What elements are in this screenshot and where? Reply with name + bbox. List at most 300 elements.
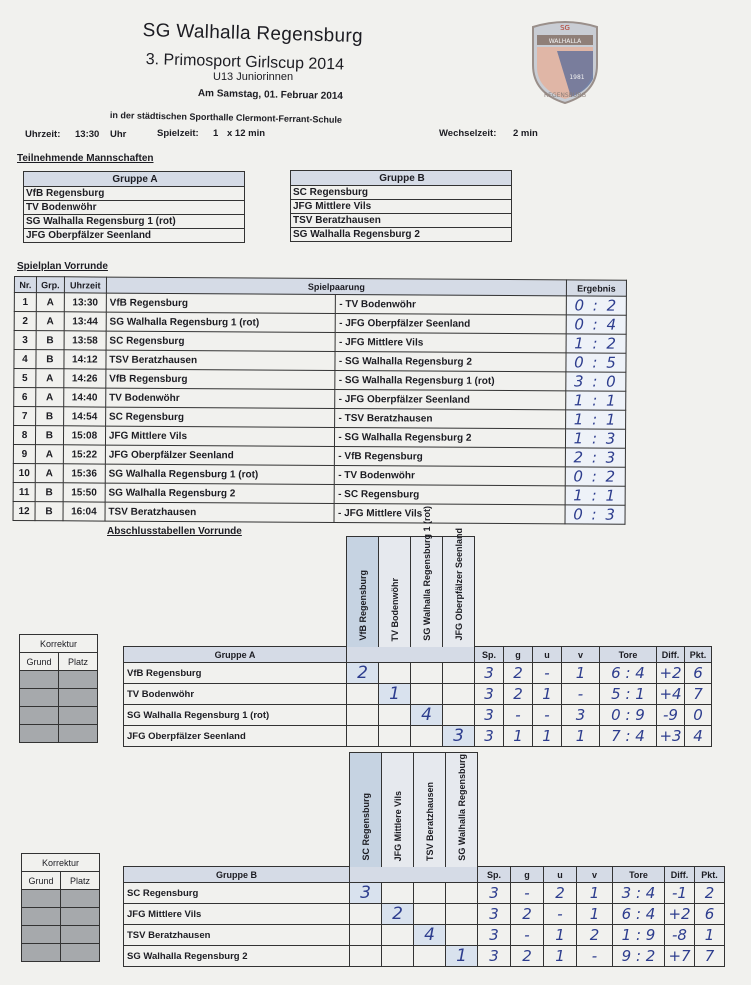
- match-nr: 10: [13, 463, 35, 482]
- group-b-standings: [123, 866, 725, 967]
- stat-tore-value: 3 : 4: [621, 884, 656, 902]
- stat-g-value: -: [524, 926, 530, 944]
- match-row: [13, 501, 625, 524]
- stat-pkt-value: 2: [704, 884, 715, 902]
- teams-heading: Teilnehmende Mannschaften: [17, 153, 154, 164]
- hdr-sp: Sp.: [475, 647, 504, 663]
- group-b-team: JFG Mittlere Vils: [291, 200, 512, 214]
- korrektur-cell[interactable]: [59, 671, 98, 689]
- matrix-cell: [443, 705, 475, 726]
- stat-sp-value: 3: [484, 727, 494, 745]
- stat-sp: [478, 946, 511, 967]
- match-nr: 7: [14, 407, 36, 426]
- match-group: A: [36, 312, 64, 331]
- match-home: VfB Regensburg: [106, 369, 336, 389]
- stat-g: [511, 904, 544, 925]
- match-away: - SG Walhalla Regensburg 2: [335, 427, 566, 447]
- stat-diff: [657, 705, 685, 726]
- tournament-title: 3. Primosport Girlscup 2014: [145, 51, 345, 74]
- time-value: 13:30: [75, 129, 100, 140]
- matrix-cell: [382, 946, 414, 967]
- stat-u-value: 1: [542, 727, 552, 745]
- stat-u: [544, 925, 577, 946]
- standing-row: [124, 705, 712, 726]
- stat-v: [577, 883, 613, 904]
- standing-team: SC Regensburg: [124, 883, 350, 904]
- stat-tore-value: 7 : 4: [611, 727, 645, 745]
- match-group: A: [35, 445, 63, 464]
- match-group: A: [36, 293, 64, 312]
- hdr-pkt: Pkt.: [685, 647, 712, 663]
- match-time: 13:44: [64, 312, 106, 331]
- stat-v: [577, 946, 613, 967]
- matrix-cell: [347, 705, 379, 726]
- korrektur-cell[interactable]: [61, 926, 100, 944]
- matrix-cell: [411, 726, 443, 747]
- stat-v-value: -: [591, 947, 598, 965]
- stat-tore-value: 1 : 9: [621, 926, 656, 944]
- stat-tore: [613, 946, 665, 967]
- match-result-cell: [565, 448, 625, 467]
- group-a-standings: [123, 646, 712, 747]
- match-result-cell: [566, 315, 626, 334]
- korrektur-cell[interactable]: [22, 890, 61, 908]
- match-away: - VfB Regensburg: [335, 446, 566, 466]
- match-result: 1 : 1: [573, 486, 618, 505]
- group-a-korrektur: [19, 634, 98, 743]
- match-nr: 6: [14, 388, 36, 407]
- match-time: 14:40: [64, 388, 106, 407]
- stat-diff: [657, 684, 685, 705]
- match-time: 15:22: [63, 445, 105, 464]
- stat-v-value: 1: [575, 727, 586, 745]
- rank-value: 4: [421, 705, 432, 725]
- rank-value: 3: [453, 726, 464, 746]
- korrektur-cell[interactable]: [22, 944, 61, 962]
- stat-tore-value: 0 : 9: [611, 706, 645, 724]
- matrix-cell: [347, 684, 379, 705]
- stat-sp-value: 3: [489, 884, 499, 902]
- stat-v: [562, 705, 600, 726]
- match-result-cell: [565, 467, 625, 486]
- stat-tore: [600, 726, 657, 747]
- matrix-cell: [446, 883, 478, 904]
- group-a-team: TV Bodenwöhr: [24, 201, 245, 215]
- stat-v-value: 1: [589, 905, 600, 923]
- hdr-v: v: [577, 867, 613, 883]
- matrix-cell: [446, 925, 478, 946]
- group-a-colhead: JFG Oberpfälzer Seenland: [442, 536, 475, 648]
- korrektur-cell[interactable]: [22, 908, 61, 926]
- match-group: B: [36, 331, 64, 350]
- stat-diff-value: -9: [663, 706, 678, 724]
- stat-v: [562, 684, 600, 705]
- match-home: JFG Mittlere Vils: [105, 426, 335, 446]
- match-home: SG Walhalla Regensburg 2: [105, 483, 335, 503]
- korrektur-cell[interactable]: [61, 908, 100, 926]
- match-home: VfB Regensburg: [106, 293, 336, 313]
- group-b-list: [290, 170, 512, 242]
- matrix-cell: [443, 663, 475, 684]
- rank-cell: [382, 904, 414, 925]
- korrektur-cell[interactable]: [59, 725, 98, 743]
- korrektur-cell[interactable]: [20, 725, 59, 743]
- match-home: SC Regensburg: [105, 407, 335, 427]
- switch-value: 2 min: [513, 128, 538, 139]
- group-b-colhead: SC Regensburg: [349, 752, 382, 868]
- rank-cell: [350, 883, 382, 904]
- stat-pkt: [695, 925, 725, 946]
- match-away: - JFG Oberpfälzer Seenland: [335, 389, 566, 409]
- stat-g: [511, 946, 544, 967]
- match-group: B: [36, 407, 64, 426]
- rank-cell: [414, 925, 446, 946]
- stat-v-value: 1: [589, 884, 600, 902]
- stat-sp: [475, 705, 504, 726]
- age-class: U13 Juniorinnen: [213, 71, 294, 83]
- group-a-title: Gruppe A: [124, 647, 347, 663]
- stat-pkt-value: 7: [693, 685, 703, 703]
- hdr-v: v: [562, 647, 600, 663]
- standing-row: [124, 946, 725, 967]
- stat-tore: [600, 663, 657, 684]
- stat-tore: [600, 684, 657, 705]
- standing-row: [124, 883, 725, 904]
- stat-pkt-value: 0: [693, 706, 703, 724]
- stat-v: [562, 663, 600, 684]
- stat-sp-value: 3: [484, 685, 494, 703]
- matrix-cell: [350, 904, 382, 925]
- match-home: TSV Beratzhausen: [106, 350, 336, 370]
- match-result: 0 : 2: [574, 296, 619, 315]
- stat-v-value: 1: [575, 664, 586, 682]
- playtime-unit: x 12 min: [227, 128, 266, 139]
- match-time: 16:04: [63, 502, 105, 521]
- korrektur-cell[interactable]: [61, 944, 100, 962]
- group-a-list-title: Gruppe A: [24, 172, 245, 187]
- time-label: Uhrzeit:: [25, 129, 61, 140]
- korrektur-title: Korrektur: [20, 635, 98, 653]
- hdr-tore: Tore: [600, 647, 657, 663]
- blank-cell: [414, 867, 446, 883]
- stat-pkt: [685, 684, 712, 705]
- stat-u: [544, 946, 577, 967]
- col-time: Uhrzeit: [64, 277, 106, 293]
- match-result-cell: [566, 353, 626, 372]
- stat-diff-value: +2: [659, 664, 682, 682]
- stat-pkt-value: 6: [704, 905, 715, 923]
- group-b-team: TSV Beratzhausen: [291, 214, 512, 228]
- group-a-colhead: SG Walhalla Regensburg 1 (rot): [410, 536, 443, 648]
- match-nr: 4: [14, 350, 36, 369]
- stat-diff-value: +3: [659, 727, 682, 745]
- col-grp: Grp.: [36, 277, 64, 293]
- stat-sp: [478, 925, 511, 946]
- stat-g-value: 2: [522, 905, 532, 923]
- stat-g: [504, 663, 533, 684]
- stat-sp: [478, 904, 511, 925]
- time-unit: Uhr: [110, 129, 127, 140]
- korrektur-grund: Grund: [22, 872, 61, 890]
- match-away: - SG Walhalla Regensburg 1 (rot): [335, 370, 566, 390]
- matrix-cell: [379, 705, 411, 726]
- stat-sp-value: 3: [489, 947, 499, 965]
- matrix-cell: [382, 925, 414, 946]
- stat-tore: [613, 883, 665, 904]
- col-result: Ergebnis: [566, 280, 626, 296]
- matrix-cell: [350, 925, 382, 946]
- standing-team: VfB Regensburg: [124, 663, 347, 684]
- group-b-korrektur: [21, 853, 100, 962]
- group-a-colhead: TV Bodenwöhr: [378, 536, 411, 648]
- matrix-cell: [414, 946, 446, 967]
- match-result: 1 : 1: [573, 391, 618, 410]
- group-b-team: SC Regensburg: [291, 186, 512, 200]
- matrix-cell: [414, 904, 446, 925]
- match-home: TSV Beratzhausen: [105, 502, 335, 522]
- match-nr: 1: [14, 293, 36, 312]
- stat-diff-value: -1: [672, 884, 687, 902]
- group-b-title: Gruppe B: [124, 867, 350, 883]
- hdr-tore: Tore: [613, 867, 665, 883]
- match-result-cell: [565, 505, 625, 524]
- stat-pkt-value: 1: [704, 926, 715, 944]
- schedule-heading: Spielplan Vorrunde: [17, 261, 108, 272]
- stat-u-value: 1: [555, 926, 565, 944]
- match-result-cell: [565, 486, 625, 505]
- schedule-table: [13, 276, 627, 525]
- group-b-team: SG Walhalla Regensburg 2: [291, 228, 512, 242]
- stat-u: [533, 726, 562, 747]
- standing-team: JFG Mittlere Vils: [124, 904, 350, 925]
- blank-cell: [382, 867, 414, 883]
- stat-sp-value: 3: [484, 706, 494, 724]
- stat-u: [544, 904, 577, 925]
- matrix-cell: [446, 904, 478, 925]
- stat-g-value: -: [524, 884, 530, 902]
- stat-g: [504, 705, 533, 726]
- rank-cell: [347, 663, 379, 684]
- stat-diff: [665, 883, 695, 904]
- match-group: B: [35, 502, 63, 521]
- match-group: B: [35, 483, 63, 502]
- club-logo: [527, 17, 603, 105]
- match-home: SC Regensburg: [106, 331, 336, 351]
- korrektur-cell[interactable]: [61, 890, 100, 908]
- matrix-cell: [414, 883, 446, 904]
- stat-g-value: 2: [522, 947, 532, 965]
- stat-sp-value: 3: [489, 905, 499, 923]
- venue-line: in der städtischen Sporthalle Clermont-Ferrant-Schule: [109, 110, 342, 125]
- rank-value: 4: [424, 925, 435, 945]
- hdr-u: u: [533, 647, 562, 663]
- standing-row: [124, 904, 725, 925]
- stat-u: [544, 883, 577, 904]
- match-away: - JFG Oberpfälzer Seenland: [336, 313, 567, 333]
- final-heading: Abschlusstabellen Vorrunde: [107, 526, 242, 537]
- match-result-cell: [566, 334, 626, 353]
- match-away: - JFG Mittlere Vils: [335, 332, 566, 352]
- korrektur-platz: Platz: [61, 872, 100, 890]
- stat-diff-value: +7: [668, 947, 691, 965]
- match-time: 15:36: [63, 464, 105, 483]
- stat-g-value: -: [515, 706, 521, 724]
- stat-g: [511, 883, 544, 904]
- group-a-team: JFG Oberpfälzer Seenland: [24, 229, 245, 243]
- match-home: SG Walhalla Regensburg 1 (rot): [106, 312, 336, 332]
- stat-pkt: [695, 946, 725, 967]
- logo-top-text: SG: [560, 24, 570, 32]
- korrektur-cell[interactable]: [20, 671, 59, 689]
- hdr-diff: Diff.: [657, 647, 685, 663]
- stat-u-value: 1: [542, 685, 552, 703]
- match-group: A: [36, 369, 64, 388]
- korrektur-cell[interactable]: [59, 707, 98, 725]
- matrix-cell: [379, 663, 411, 684]
- match-result: 0 : 5: [574, 353, 618, 372]
- match-group: A: [36, 388, 64, 407]
- stat-v-value: 3: [575, 706, 586, 724]
- stat-tore: [613, 925, 665, 946]
- standing-team: JFG Oberpfälzer Seenland: [124, 726, 347, 747]
- hdr-sp: Sp.: [478, 867, 511, 883]
- matrix-cell: [443, 684, 475, 705]
- match-away: - TV Bodenwöhr: [335, 465, 566, 485]
- match-time: 14:26: [64, 369, 106, 388]
- standing-team: TSV Beratzhausen: [124, 925, 350, 946]
- match-group: B: [35, 426, 63, 445]
- playtime-label: Spielzeit:: [157, 128, 199, 139]
- stat-tore-value: 5 : 1: [611, 685, 645, 703]
- match-group: A: [35, 464, 63, 483]
- stat-u: [533, 705, 562, 726]
- hdr-g: g: [511, 867, 544, 883]
- rank-cell: [411, 705, 443, 726]
- korrektur-platz: Platz: [59, 653, 98, 671]
- playtime-value: 1: [213, 128, 219, 139]
- rank-value: 2: [357, 663, 368, 683]
- stat-u: [533, 663, 562, 684]
- match-nr: 2: [14, 312, 36, 331]
- match-result: 0 : 4: [574, 315, 619, 334]
- matrix-cell: [379, 726, 411, 747]
- blank-cell: [411, 647, 443, 663]
- stat-tore: [600, 705, 657, 726]
- stat-g: [511, 925, 544, 946]
- match-result-cell: [566, 410, 626, 429]
- logo-city-text: REGENSBURG: [543, 92, 587, 99]
- match-time: 15:50: [63, 483, 105, 502]
- stat-pkt-value: 4: [693, 727, 703, 745]
- stat-tore-value: 6 : 4: [621, 905, 656, 923]
- match-away: - SC Regensburg: [335, 484, 566, 504]
- stat-pkt-value: 7: [704, 947, 715, 965]
- standing-row: [124, 663, 712, 684]
- korrektur-cell[interactable]: [20, 707, 59, 725]
- korrektur-cell[interactable]: [20, 689, 59, 707]
- korrektur-cell[interactable]: [22, 926, 61, 944]
- stat-tore: [613, 904, 665, 925]
- match-result-cell: [566, 296, 626, 315]
- stat-v: [562, 726, 600, 747]
- match-nr: 9: [13, 444, 35, 463]
- tournament-host: SG Walhalla Regensburg: [142, 20, 364, 48]
- standing-team: TV Bodenwöhr: [124, 684, 347, 705]
- stat-g-value: 2: [513, 685, 523, 703]
- stat-v-value: -: [577, 685, 584, 703]
- logo-club-text: WALHALLA: [548, 38, 582, 45]
- stat-g-value: 2: [513, 664, 523, 682]
- logo-year-text: 1981: [569, 74, 585, 81]
- group-a-list: [23, 171, 245, 243]
- stat-u-value: -: [544, 706, 550, 724]
- group-b-colhead: JFG Mittlere Vils: [381, 752, 414, 868]
- standing-row: [124, 925, 725, 946]
- rank-value: 3: [360, 883, 371, 903]
- stat-sp: [475, 726, 504, 747]
- match-home: SG Walhalla Regensburg 1 (rot): [105, 464, 335, 484]
- stat-sp: [475, 684, 504, 705]
- stat-diff: [665, 904, 695, 925]
- group-b-colhead: SG Walhalla Regensburg: [445, 752, 478, 868]
- matrix-cell: [350, 946, 382, 967]
- stat-u-value: 2: [555, 884, 565, 902]
- blank-cell: [379, 647, 411, 663]
- match-result-cell: [566, 372, 626, 391]
- matrix-cell: [411, 663, 443, 684]
- blank-cell: [443, 647, 475, 663]
- stat-tore-value: 6 : 4: [611, 664, 645, 682]
- hdr-u: u: [544, 867, 577, 883]
- group-a-colhead: VfB Regensburg: [346, 536, 379, 648]
- hdr-diff: Diff.: [665, 867, 695, 883]
- stat-pkt-value: 6: [693, 664, 703, 682]
- standing-team: SG Walhalla Regensburg 2: [124, 946, 350, 967]
- match-result: 2 : 3: [573, 448, 618, 467]
- match-group: B: [36, 350, 64, 369]
- match-nr: 11: [13, 482, 35, 501]
- hdr-pkt: Pkt.: [695, 867, 725, 883]
- match-time: 15:08: [63, 426, 105, 445]
- korrektur-cell[interactable]: [59, 689, 98, 707]
- stat-u-value: -: [544, 664, 550, 682]
- rank-value: 1: [389, 684, 400, 704]
- stat-diff-value: +2: [668, 905, 691, 923]
- stat-pkt: [695, 883, 725, 904]
- standing-row: [124, 726, 712, 747]
- match-result-cell: [566, 391, 626, 410]
- match-result: 0 : 2: [573, 467, 618, 486]
- stat-sp-value: 3: [489, 926, 499, 944]
- match-away: - JFG Mittlere Vils: [334, 503, 565, 523]
- match-away: - TSV Beratzhausen: [335, 408, 566, 428]
- match-result: 1 : 1: [573, 410, 618, 429]
- stat-diff: [665, 946, 695, 967]
- match-away: - TV Bodenwöhr: [336, 294, 567, 314]
- korrektur-grund: Grund: [20, 653, 59, 671]
- group-a-team: VfB Regensburg: [24, 187, 245, 201]
- stat-g: [504, 726, 533, 747]
- matrix-cell: [382, 883, 414, 904]
- match-home: TV Bodenwöhr: [106, 388, 336, 408]
- stat-diff: [665, 925, 695, 946]
- match-result: 0 : 3: [573, 505, 617, 524]
- stat-diff-value: -8: [672, 926, 687, 944]
- standing-team: SG Walhalla Regensburg 1 (rot): [124, 705, 347, 726]
- stat-sp: [475, 663, 504, 684]
- stat-u: [533, 684, 562, 705]
- stat-g: [504, 684, 533, 705]
